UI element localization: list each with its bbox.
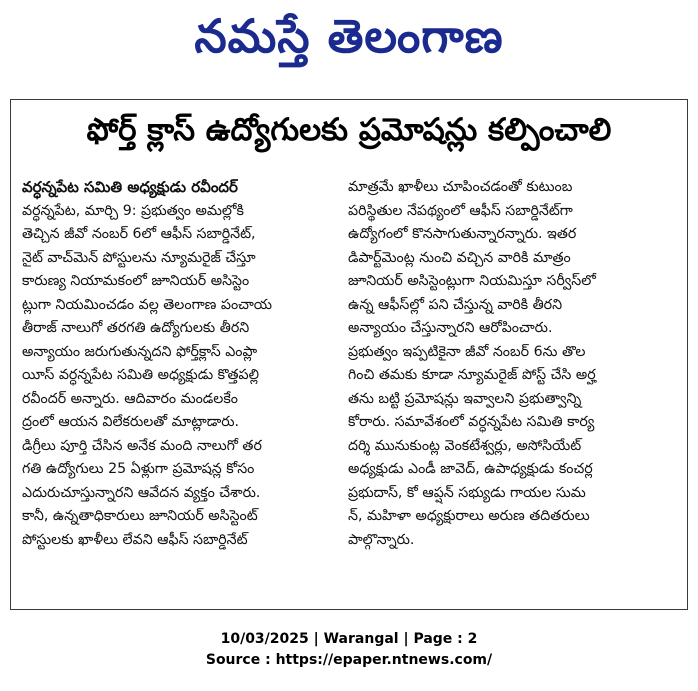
body-line: అన్యాయం జరుగుతున్నదని ఫోర్త్‌క్లాస్ ఎంప్లా (22, 343, 258, 360)
body-line: పోస్టులకు ఖాళీలు లేవని ఆఫీస్ సబార్డినేట్ (22, 531, 248, 548)
body-line: రవీందర్ అన్నారు. ఆదివారం మండలకేం (22, 390, 238, 407)
body-line: మాత్రమే ఖాళీలు చూపించడంతో కుటుంబ (348, 179, 573, 195)
body-line: కోరారు. సమావేశంలో వర్ధన్నపేట సమితి కార్య (348, 414, 595, 430)
body-line: డిగ్రీలు పూర్తి చేసిన అనేక మంది నాలుగో తర (22, 437, 262, 454)
body-line: నైట్ వాచ్‌మెన్ పోస్టులను న్యూమరైజ్ చేస్తూ (22, 249, 256, 266)
body-line: పాల్గొన్నారు. (348, 531, 415, 548)
newspaper-masthead: నమస్తే తెలంగాణ (194, 9, 504, 63)
body-line: ట్లుగా నియమించడం వల్ల తెలంగాణ పంచాయ (22, 296, 273, 313)
body-line: ఎదురుచూస్తున్నారని ఆవేదన వ్యక్తం చేశారు. (22, 484, 261, 501)
body-line: డిపార్ట్‌మెంట్ల నుంచి వచ్చిన వారికి మాత్రం (348, 249, 571, 266)
body-line: వర్ధన్నపేట, మార్చి 9: ప్రభుత్వం అమల్లోకి (22, 202, 244, 219)
body-line: ప్రభుదాస్, కో ఆప్షన్ సభ్యుడు గాయల సుమ (348, 484, 586, 501)
body-line: ద్రంలో ఆయన విలేకరులతో మాట్లాడారు. (22, 414, 240, 430)
body-line: గతి ఉద్యోగులు 25 ఏళ్లుగా ప్రమోషన్ల కోసం (22, 461, 255, 477)
body-line: తీరాజ్ నాలుగో తరగతి ఉద్యోగులకు తీరని (22, 320, 250, 336)
body-line: ఉద్యోగంలో కొనసాగుతున్నారన్నారు. ఇతర (348, 226, 577, 242)
body-line: తను బట్టి ప్రమోషన్లు ఇవ్వాలని ప్రభుత్వాన్ని (348, 390, 582, 407)
body-line: కారుణ్య నియామకంలో జూనియర్ అసిస్టెం (22, 273, 250, 289)
body-line: దర్శి మునుకుంట్ల వెంకటేశ్వర్లు, అసోసియేట్ (348, 437, 582, 454)
body-line: తెచ్చిన జీవో నంబర్ 6లో ఆఫీస్ సబార్డినేట్, (22, 226, 256, 242)
body-line: ఉన్న ఆఫీస్‌ల్లో పని చేస్తున్న వారికి తీరని (348, 296, 563, 313)
body-line: అన్యాయం చేస్తున్నారని ఆరోపించారు. (348, 320, 553, 336)
footer-date-edition: 10/03/2025 | Warangal | Page : 2 (220, 631, 478, 647)
body-line: యీస్ వర్ధన్నపేట సమితి అధ్యక్షుడు కొత్తపల్లి (22, 367, 260, 383)
article-subhead: వర్ధన్నపేట సమితి అధ్యక్షుడు రవీందర్ (22, 178, 238, 196)
body-line: ప్రభుత్వం ఇప్పటికైనా జీవో నంబర్ 6ను తొల (348, 343, 586, 360)
body-line: న్, మహిళా అధ్యక్షురాలు అరుణ తదితరులు (348, 508, 590, 524)
article-column-right (348, 176, 680, 552)
body-line: పరిస్థితుల నేపథ్యంలో ఆఫీస్ సబార్డినేట్‌గా (348, 202, 573, 219)
body-line: జూనియర్ అసిస్టెంట్లుగా నియమిస్తూ సర్వీస్‌లో (348, 273, 596, 289)
article-headline: ఫోర్త్ క్లాస్ ఉద్యోగులకు ప్రమోషన్లు కల్పించాలి (86, 112, 612, 148)
article-column-left (22, 176, 349, 552)
body-line: కానీ, ఉన్నతాధికారులు జూనియర్ అసిస్టెంట్ (22, 508, 258, 524)
body-line: అధ్యక్షుడు ఎండీ జావెద్, ఉపాధ్యక్షుడు కంచర్ల (348, 461, 593, 477)
footer-source: Source : https://epaper.ntnews.com/ (205, 652, 493, 668)
body-line: గించి తమకు కూడా న్యూమరైజ్ పోస్ట్ చేసి అర్హ (348, 367, 596, 383)
